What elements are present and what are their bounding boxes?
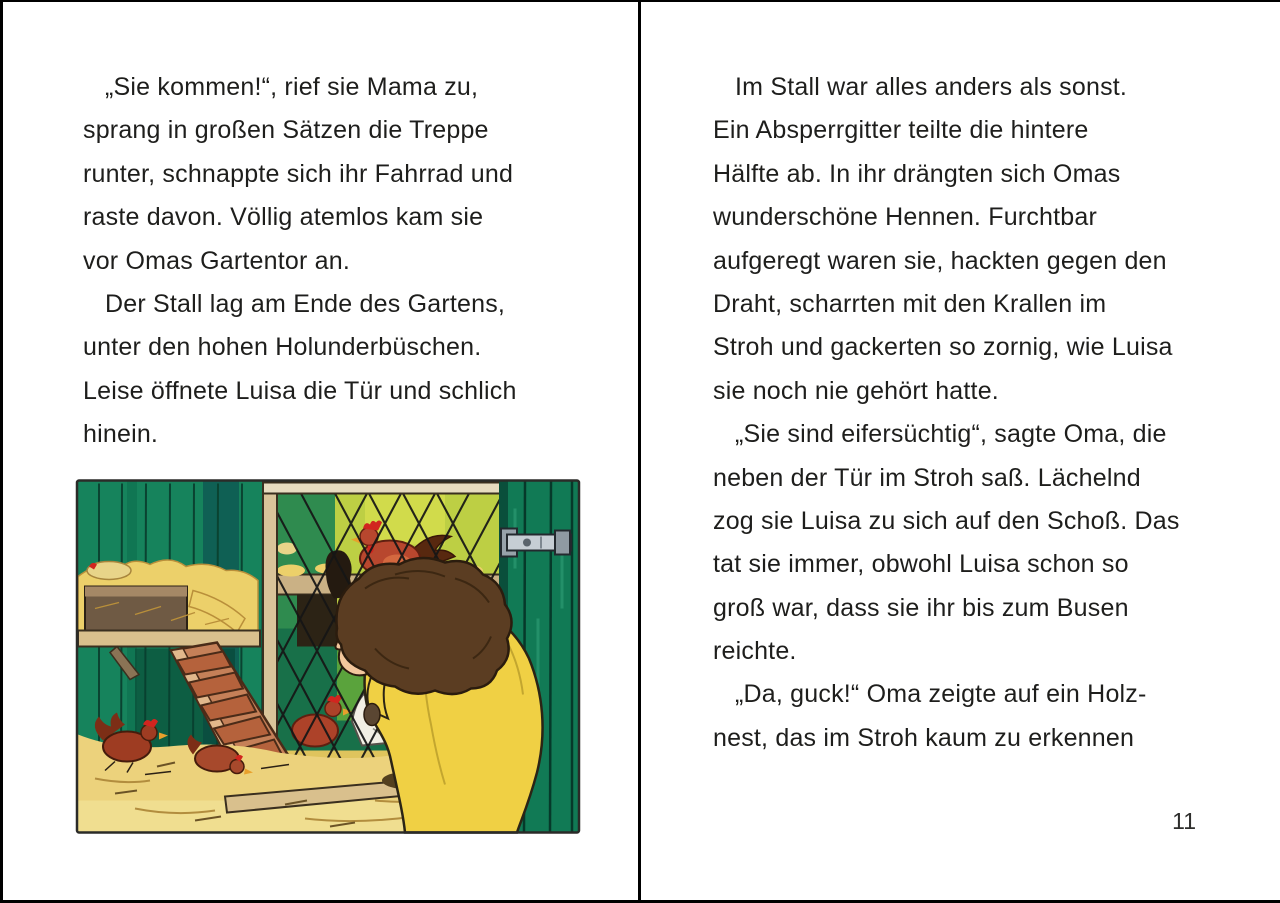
- text-line: Leise öffnete Luisa die Tür und schlich: [83, 376, 517, 405]
- text-line: Ein Absperrgitter teilte die hintere: [713, 116, 1089, 145]
- stall-illustration: [75, 478, 581, 835]
- text-line: „Da, guck!“ Oma zeigte auf ein Holz-: [735, 680, 1147, 709]
- text-line: „Sie kommen!“, rief sie Mama zu,: [105, 73, 479, 101]
- text-line: Im Stall war alles anders als sonst.: [735, 73, 1128, 101]
- page-number: 11: [1172, 808, 1196, 834]
- text-line: neben der Tür im Stroh saß. Lächelnd: [713, 463, 1141, 492]
- text-line: unter den hohen Holunderbüschen.: [83, 333, 482, 362]
- book-page-left: [3, 0, 638, 903]
- text-line: Stroh und gackerten so zornig, wie Luisa: [713, 333, 1173, 362]
- text-line: sie noch nie gehört hatte.: [713, 376, 999, 405]
- text-line: runter, schnappte sich ihr Fahrrad und: [83, 159, 514, 188]
- left-page-text: [83, 66, 583, 457]
- text-line: nest, das im Stroh kaum zu erkennen: [713, 723, 1135, 752]
- text-line: groß war, dass sie ihr bis zum Busen: [713, 593, 1129, 622]
- text-line: zog sie Luisa zu sich auf den Schoß. Das: [713, 506, 1180, 535]
- text-line: Draht, scharrten mit den Krallen im: [713, 289, 1107, 318]
- text-line: hinein.: [83, 420, 159, 449]
- text-line: Der Stall lag am Ende des Gartens,: [105, 289, 506, 318]
- text-line: aufgeregt waren sie, hackten gegen den: [713, 246, 1167, 275]
- text-line: „Sie sind eifersüchtig“, sagte Oma, die: [735, 420, 1167, 449]
- text-line: vor Omas Gartentor an.: [83, 246, 350, 275]
- text-line: wunderschöne Hennen. Furchtbar: [713, 203, 1098, 232]
- text-line: sprang in großen Sätzen die Treppe: [83, 116, 489, 145]
- text-line: tat sie immer, obwohl Luisa schon so: [713, 550, 1129, 579]
- text-line: reichte.: [713, 637, 797, 666]
- text-line: Hälfte ab. In ihr drängten sich Omas: [713, 159, 1121, 188]
- book-page-right: [641, 0, 1280, 903]
- text-line: raste davon. Völlig atemlos kam sie: [83, 203, 484, 232]
- right-page-text: [713, 66, 1233, 760]
